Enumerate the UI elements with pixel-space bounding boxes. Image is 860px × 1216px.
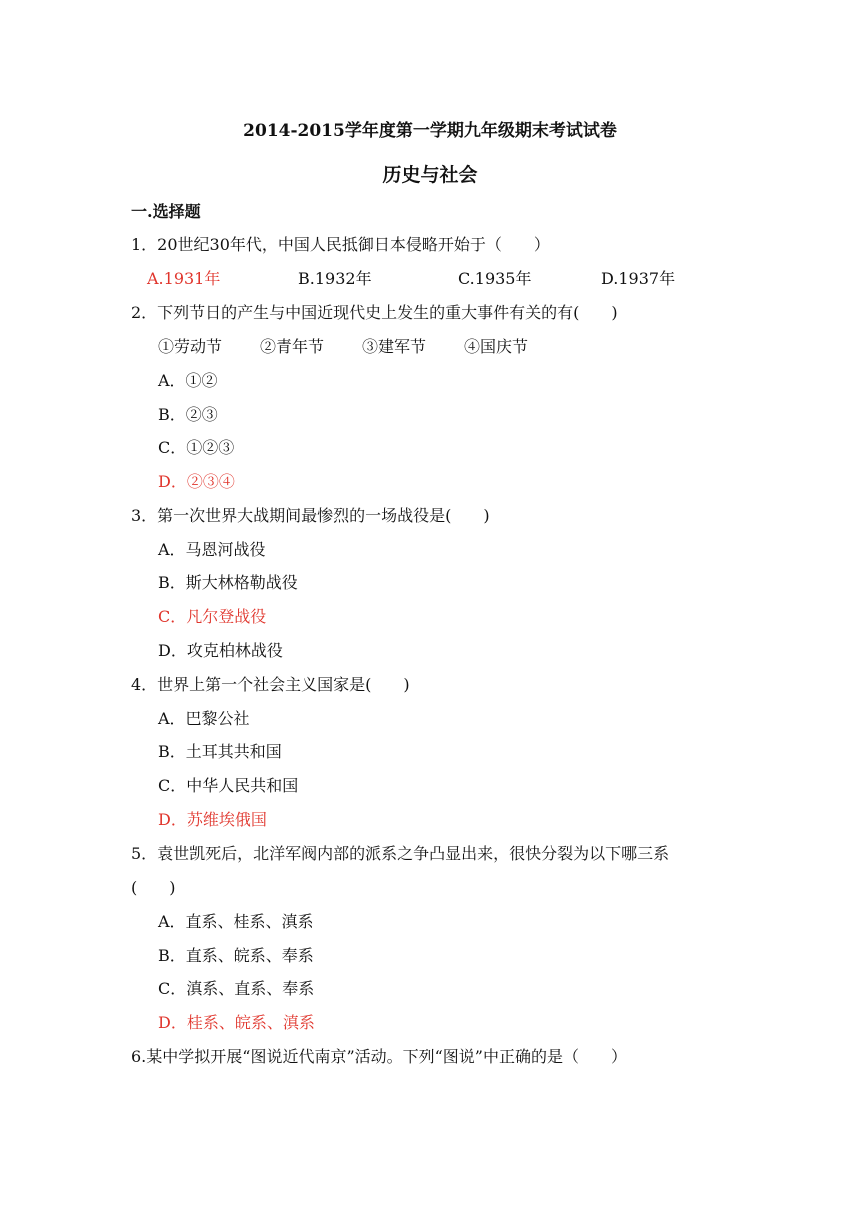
- q4-option-a: A．巴黎公社: [158, 709, 250, 728]
- q4-option-c: C．中华人民共和国: [158, 776, 299, 795]
- question-5: 5．袁世凯死后，北洋军阀内部的派系之争凸显出来，很快分裂为以下哪三系: [131, 844, 670, 863]
- question-5-continuation: ( ): [131, 878, 176, 897]
- q1-option-a: A.1931年: [147, 269, 221, 288]
- question-6: 6.某中学拟开展“图说近代南京”活动。下列“图说”中正确的是（ ）: [131, 1047, 627, 1066]
- q5-option-a: A．直系、桂系、滇系: [158, 912, 314, 931]
- q3-option-c: C．凡尔登战役: [158, 607, 267, 626]
- q2-item-3: ③建军节: [362, 337, 427, 356]
- q5-option-c: C．滇系、直系、奉系: [158, 979, 315, 998]
- q2-item-2: ②青年节: [260, 337, 325, 356]
- question-2: 2．下列节日的产生与中国近现代史上发生的重大事件有关的有( ): [131, 303, 618, 322]
- question-4: 4．世界上第一个社会主义国家是( ): [131, 675, 410, 694]
- question-3: 3．第一次世界大战期间最惨烈的一场战役是( ): [131, 506, 490, 525]
- q4-option-b: B．土耳其共和国: [158, 742, 282, 761]
- q2-option-a: A．①②: [158, 371, 218, 390]
- q3-option-a: A．马恩河战役: [158, 540, 266, 559]
- q4-option-d: D．苏维埃俄国: [158, 810, 267, 829]
- q2-item-4: ④国庆节: [464, 337, 529, 356]
- q5-option-d: D．桂系、皖系、滇系: [158, 1013, 315, 1032]
- q5-option-b: B．直系、皖系、奉系: [158, 946, 314, 965]
- q2-option-d: D．②③④: [158, 472, 235, 491]
- q1-option-d: D.1937年: [601, 269, 676, 288]
- q2-option-c: C．①②③: [158, 438, 235, 457]
- exam-title: 2014-2015学年度第一学期九年级期末考试试卷: [243, 121, 617, 141]
- q2-item-1: ①劳动节: [158, 337, 223, 356]
- q3-option-d: D．攻克柏林战役: [158, 641, 283, 660]
- section-heading: 一.选择题: [131, 202, 201, 221]
- q2-item-list: [158, 336, 566, 358]
- q1-option-b: B.1932年: [298, 269, 372, 288]
- exam-subtitle: 历史与社会: [382, 164, 478, 186]
- q3-option-b: B．斯大林格勒战役: [158, 573, 298, 592]
- question-1: 1．20世纪30年代，中国人民抵御日本侵略开始于（ ）: [131, 235, 550, 254]
- q1-option-c: C.1935年: [458, 269, 532, 288]
- q2-option-b: B．②③: [158, 405, 218, 424]
